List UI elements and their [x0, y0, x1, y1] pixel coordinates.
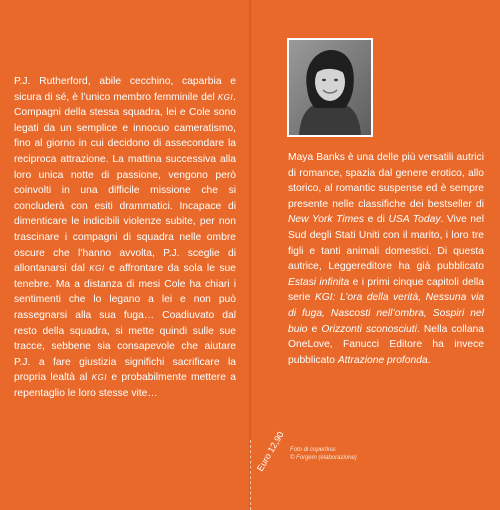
bio-text: . Nella collana OneLove, Fanucci Editore ha invece pubblicato [288, 323, 485, 366]
bio-italic-text: Attrazione profonda [337, 354, 428, 366]
author-portrait-image [289, 40, 371, 135]
blurb-text: e affrontare da sola le sue tenebre. Ma a distanza di mesi Cole ha chiari i sentimenti che lo legano a lei e non può rassegnarsi alla sua fuga… Coadiuvato dal resto della squadra, si mette quindi sulle sue tracce, sebbene sia consapevole che aiutare P.J. a fare giustizia significhi sacrificare la propria lealtà al [14, 263, 236, 384]
price-divider [250, 440, 252, 510]
blurb-text: e probabilmente mettere a repentaglio le loro stesse vite… [14, 372, 236, 399]
bio-italic-text: USA Today [388, 214, 441, 226]
author-bio [288, 150, 484, 368]
bio-text: e i primi cinque capitoli della serie [288, 276, 485, 304]
price-label: Euro 12,90 [255, 429, 286, 473]
bio-text: . [427, 354, 431, 366]
blurb-text: . Compagni della stessa squadra, lei e Cole sono legati da un semplice e innocuo cameratismo, fino al giorno in cui decidono di assecondare la reciproca attrazione. La mattina successiva alla loro unica notte di passione, vengono però coinvolti in una difficile missione che si concluderà con esiti drammatici. Incapace di dimenticare le indicibili violenze subite, per non trascinare i compagni di squadra nelle ombre oscure che l’hanno avvolta, P.J. sceglie di allontanarsi dal [14, 91, 236, 275]
photo-credit [290, 446, 357, 462]
book-blurb [14, 74, 236, 401]
blurb-kgi-abbrev: KGI [217, 92, 234, 102]
bio-italic-text: New York Times [288, 214, 365, 226]
blurb-kgi-abbrev: KGI [91, 373, 107, 383]
bio-text: . Vive nel Sud degli Stati Uniti con il marito, i loro tre figli e tanti animali domestici. Di questa autrice, Leggereditore ha già pubblicato [288, 214, 485, 273]
photo-credit-label: Foto di copertina: [290, 447, 337, 453]
front-flap [250, 0, 500, 510]
photo-credit-value: © Forgem (elaborazione) [290, 455, 357, 461]
bio-italic-text: KGI: L’ora della verità, Nessuna via di fuga, Nascosti nell’ombra, Sospiri nel buio [288, 292, 484, 335]
bio-text: e [307, 323, 322, 335]
author-photo [287, 38, 373, 137]
bio-italic-text: Orizzonti sconosciuti [321, 323, 417, 335]
bio-italic-text: Estasi infinita [288, 276, 350, 288]
bio-text: e di [364, 214, 389, 226]
blurb-kgi-abbrev: KGI [89, 264, 105, 274]
bio-text: Maya Banks è una delle più versatili autrici di romance, spazia dal genere erotico, allo storico, al romantic suspense ed è sempre presente nelle classifiche dei bestseller di [288, 152, 484, 210]
blurb-text: P.J. Rutherford, abile cecchino, caparbia e sicura di sé, è l’unico membro femminile del [14, 76, 236, 103]
